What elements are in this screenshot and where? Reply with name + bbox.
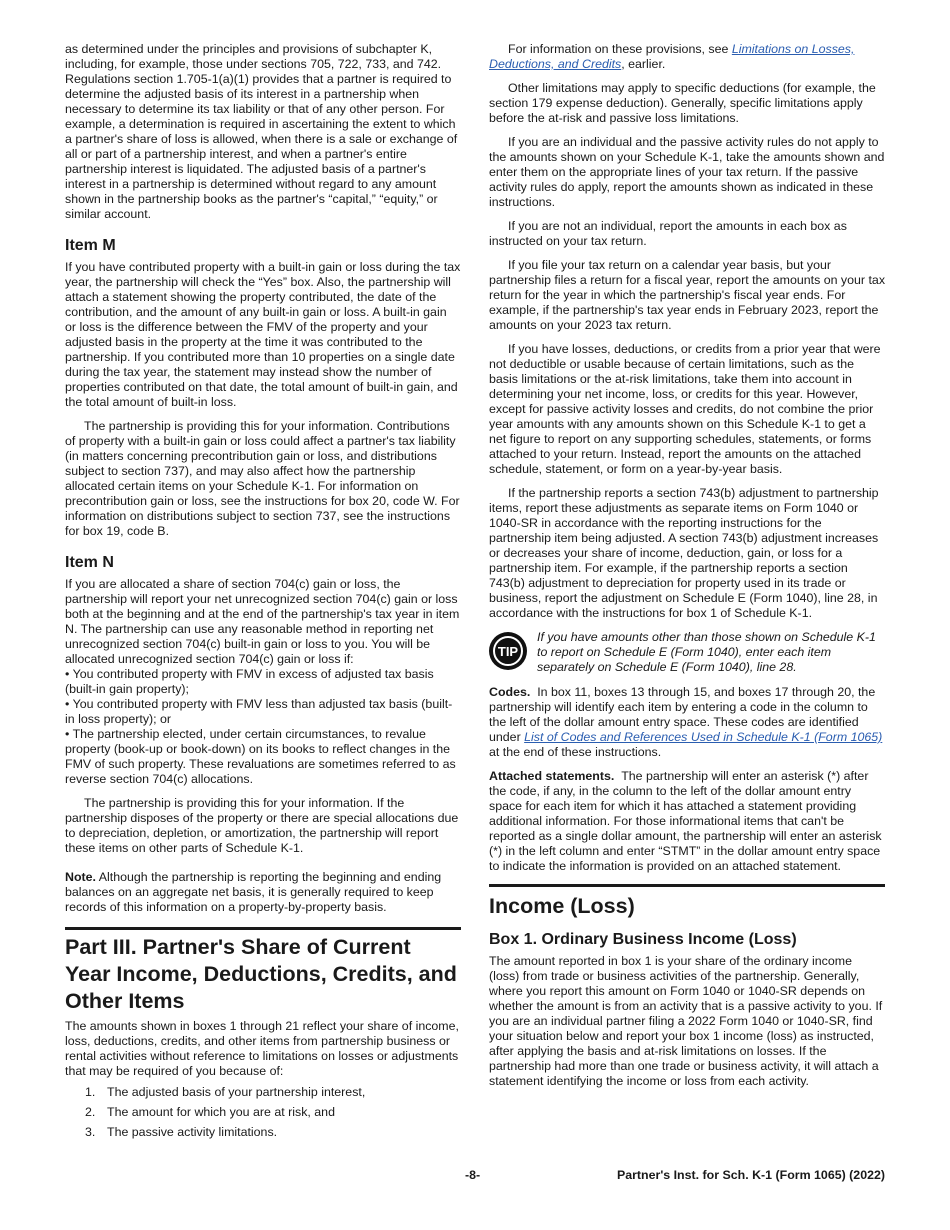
fiscal-year-paragraph: If you file your tax return on a calendar year basis, but your partnership files a return for a fiscal year, report the amounts on your tax return for the year in which the partnership's fiscal year ends. For example, if the partnership's tax year ends in February 2023, report the amounts on your 2023 tax return. — [489, 258, 886, 332]
income-loss-heading: Income (Loss) — [489, 884, 885, 920]
item-n-heading: Item N — [65, 554, 114, 571]
attached-statements-label: Attached statements. — [489, 769, 615, 783]
right-column — [489, 42, 885, 1098]
list-item: • You contributed property with FMV less than adjusted tax basis (built-in loss property); or — [65, 697, 453, 726]
part-iii-paragraph: The amounts shown in boxes 1 through 21 reflect your share of income, loss, deductions, credits, and other items from partnership business or rental activities without reference to limitations on losses or adjustments that may be required of you because of: — [65, 1019, 459, 1078]
part-iii-heading: Part III. Partner's Share of Current Year Income, Deductions, Credits, and Other Items — [65, 927, 461, 1015]
list-item: • You contributed property with FMV in excess of adjusted tax basis (built-in gain property); — [65, 667, 434, 696]
prior-year-paragraph: If you have losses, deductions, or credits from a prior year that were not deductible or usable because of certain limitations, such as the basis limitations or the at-risk limitations, take them into account in determining your net income, loss, or credits for this year. However, except for passive activity losses and credits, do not combine the prior year amounts with any amounts shown on this Schedule K-1 to get a net figure to report on any supporting schedules, statements, or forms attached to your return. Instead, report the amounts on the attached schedule, statement, or form on a year-by-year basis. — [489, 342, 881, 476]
codes-list-link[interactable]: List of Codes and References Used in Schedule K-1 (Form 1065) — [524, 730, 883, 744]
box-1-paragraph: The amount reported in box 1 is your share of the ordinary income (loss) from trade or business activities of the partnership. Generally, where you report this amount on Form 1040 or 1040-SR depends on whether the amount is from an activity that is a passive activity to you. If you are an individual partner filing a 2022 Form 1040 or 1040-SR, find your situation below and report your box 1 income (loss) as instructed, after applying the basis and at-risk limitations on losses. If the partnership had more than one trade or business activity, it will attach a statement identifying the income or loss from each activity. — [489, 954, 883, 1088]
list-item: 2. The amount for which you are at risk, and — [85, 1105, 335, 1119]
numbered-list — [65, 1085, 461, 1140]
list-item: 3. The passive activity limitations. — [85, 1125, 278, 1139]
item-m-heading: Item M — [65, 237, 116, 254]
codes-paragraph: Codes. In box 11, boxes 13 through 15, and boxes 17 through 20, the partnership will identify each item by entering a code in the column to the left of the dollar amount entry space. These codes are identified under List of Codes and References Used in Schedule K-1 (Form 1065) at the end of these instructions. — [489, 685, 883, 759]
individual-paragraph: If you are an individual and the passive activity rules do not apply to the amounts shown on your Schedule K-1, take the amounts shown and enter them on the appropriate lines of your tax return. If the passive activity rules do apply, report the amounts shown as indicated in these instructions. — [489, 135, 885, 209]
item-m-paragraph: If you have contributed property with a built-in gain or loss during the tax year, the partnership will check the “Yes” box. Also, the partnership will attach a statement showing the property contributed, the date of the contribution, and the amount of any built-in gain or loss. A built-in gain or loss is the difference between the FMV of the property and your adjusted basis in the property at the time it was contributed to the partnership. If you contributed more than 10 properties on a single date during the tax year, the statement may instead show the number of properties contributed on that date, the total amount of built-in gain, and the total amount of built-in loss. — [65, 260, 461, 409]
section-743b-paragraph: If the partnership reports a section 743(b) adjustment to partnership items, report these adjustments as separate items on Form 1040 or 1040-SR in accordance with the reporting instructions for the partnership item being adjusted. A section 743(b) adjustment increases or decreases your share of income, deduction, gain, or loss for a partnership item. For example, if the partnership reports a section 743(b) adjustment to depreciation for property used in its trade or business, report the adjustment on Schedule E (Form 1040), line 28, in accordance with the instructions for box 1 of Schedule K-1. — [489, 486, 879, 620]
tip-text: If you have amounts other than those shown on Schedule K-1 to report on Schedule E (Form 1040), enter each item separately on Schedule E (Form 1040), line 28. — [537, 630, 876, 674]
box-1-heading: Box 1. Ordinary Business Income (Loss) — [489, 931, 797, 948]
item-m-info-paragraph: The partnership is providing this for your information. Contributions of property with a built-in gain or loss could affect a partner's tax liability (in matters concerning precontribution gain or loss, and distributions subject to section 737), and may also affect how the partnership allocated certain items on your Schedule K-1. For information on precontribution gain or loss, see the instructions for box 20, code W. For information on distributions subject to section 737, see the instructions for box 19, code B. — [65, 419, 460, 538]
codes-label: Codes. — [489, 685, 531, 699]
page-number: -8- — [465, 1168, 481, 1182]
list-item: 1. The adjusted basis of your partnership interest, — [85, 1085, 366, 1099]
intro-paragraph: as determined under the principles and provisions of subchapter K, including, for example, those under sections 705, 722, 733, and 742. Regulations section 1.705-1(a)(1) provides that a partner is required to determine the adjusted basis of its interest in a partnership when necessary to determine its tax liability or that of any other person. For example, a determination is required in ascertaining the extent to which a partner's share of loss is allowed, when there is a sale or exchange of all or part of a partnership interest, and when a partner's entire partnership interest is liquidated. The adjusted basis of a partner's interest in a partnership is determined without regard to any amount shown in the partnership books as the partner's “capital,” “equity,” or similar account. — [65, 42, 458, 221]
list-item: • The partnership elected, under certain circumstances, to revalue property (book-up or book-down) on its books to reflect changes in the FMV of such property. These revaluations are sometimes referred to as reverse section 704(c) allocations. — [65, 727, 456, 786]
other-limitations-paragraph: Other limitations may apply to specific deductions (for example, the section 179 expense deduction). Generally, specific limitations apply before the at-risk and passive loss limitations. — [489, 81, 876, 125]
note-label: Note. — [65, 870, 96, 884]
note-text: Although the partnership is reporting the beginning and ending balances on an aggregate net basis, it is generally required to keep records of this information on a property-by-property basis. — [65, 870, 442, 914]
limitations-paragraph: For information on these provisions, see Limitations on Losses, Deductions, and Credits, earlier. — [489, 42, 855, 71]
tip-icon: TIP — [489, 632, 527, 670]
tip-box — [489, 630, 885, 675]
limitations-link[interactable]: Limitations on Losses, Deductions, and Credits — [489, 42, 855, 71]
left-column — [65, 42, 461, 1145]
item-n-paragraph: If you are allocated a share of section 704(c) gain or loss, the partnership will report your net unrecognized section 704(c) gain or loss both at the beginning and at the end of the partnership's tax year in item N. The partnership can use any reasonable method in reporting net unrecognized section 704(c) built-in gain or loss to you. You will be allocated unrecognized section 704(c) gain or loss if: — [65, 577, 460, 666]
note-paragraph — [65, 870, 461, 915]
item-n-info-paragraph: The partnership is providing this for your information. If the partnership disposes of the property or there are special allocations due to depreciation, depletion, or amortization, the partnership will report these items on other parts of Schedule K-1. — [65, 796, 459, 855]
bullet-list — [65, 667, 461, 787]
attached-statements-paragraph: Attached statements. The partnership will enter an asterisk (*) after the code, if any, in the column to the left of the dollar amount entry space for each item for which it has attached a statement providing additional information. For those informational items that can't be reported as a single dollar amount, the partnership will enter an asterisk (*) in the left column and enter “STMT” in the dollar amount entry space to indicate the information is provided on an attached statement. — [489, 769, 882, 873]
document-title: Partner's Inst. for Sch. K-1 (Form 1065) (2022) — [616, 1168, 885, 1182]
not-individual-paragraph: If you are not an individual, report the amounts in each box as instructed on your tax return. — [489, 219, 847, 248]
